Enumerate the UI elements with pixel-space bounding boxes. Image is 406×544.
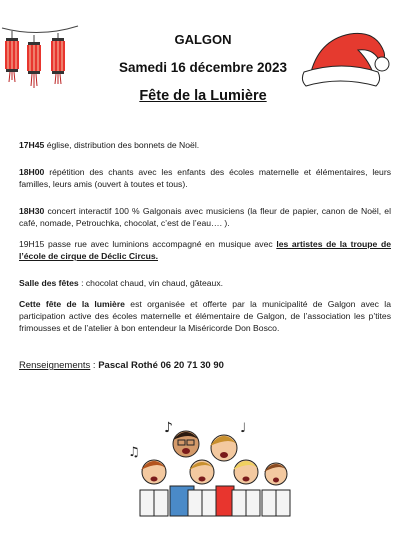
contact-label: Renseignements [19, 360, 91, 371]
time-label: 18H30 [19, 206, 45, 216]
schedule-1915 [19, 238, 391, 262]
svg-text:♩: ♩ [240, 421, 247, 436]
time-label: 17H45 [19, 140, 45, 150]
contact-info [19, 360, 391, 372]
schedule-text: répétition des chants avec les enfants des écoles maternelle et élémentaires, leurs familles, leurs amis (ouvert à toutes et tous). [19, 167, 391, 189]
venue-label: Salle des fêtes [19, 278, 79, 288]
town-title: GALGON [174, 32, 232, 47]
schedule-text: église, distribution des bonnets de Noël. [44, 140, 200, 150]
schedule-1800 [19, 166, 391, 190]
children-choir-icon [120, 410, 300, 520]
schedule-1830 [19, 205, 391, 229]
event-title: Fête de la Lumière [139, 88, 267, 104]
schedule-text: 19H15 passe rue avec luminions accompagné en musique avec [19, 239, 277, 249]
organizers-text: est organisée et offerte par la municipalité de Galgon avec la participation active des écoles maternelle et élémentaire de Galgon, de l’association les p’tites frimousses et de l’atelier à bon entendeur la Miséricorde Don Bosco. [19, 299, 391, 333]
contact-separator: : [90, 360, 99, 371]
schedule-1745 [19, 139, 391, 151]
time-label: 18H00 [19, 167, 45, 177]
contact-name-phone: Pascal Rothé 06 20 71 30 90 [98, 360, 224, 371]
schedule-text: concert interactif 100 % Galgonais avec musiciens (la fleur de papier, canon de Noël, el café, nomade, Petrouchka, chocolat, c’est de l’eau…. ). [19, 206, 391, 228]
svg-text:♫: ♫ [128, 445, 140, 460]
svg-text:♪: ♪ [164, 420, 173, 436]
organizers-info [19, 298, 391, 334]
venue-text: : chocolat chaud, vin chaud, gâteaux. [78, 278, 223, 288]
salle-des-fetes-info [19, 277, 391, 289]
event-date: Samedi 16 décembre 2023 [118, 60, 288, 75]
organizers-label: Cette fête de la lumière [19, 299, 125, 309]
circus-troupe-highlight: les artistes de la troupe de l’école de cirque de Déclic Circus. [19, 239, 391, 261]
